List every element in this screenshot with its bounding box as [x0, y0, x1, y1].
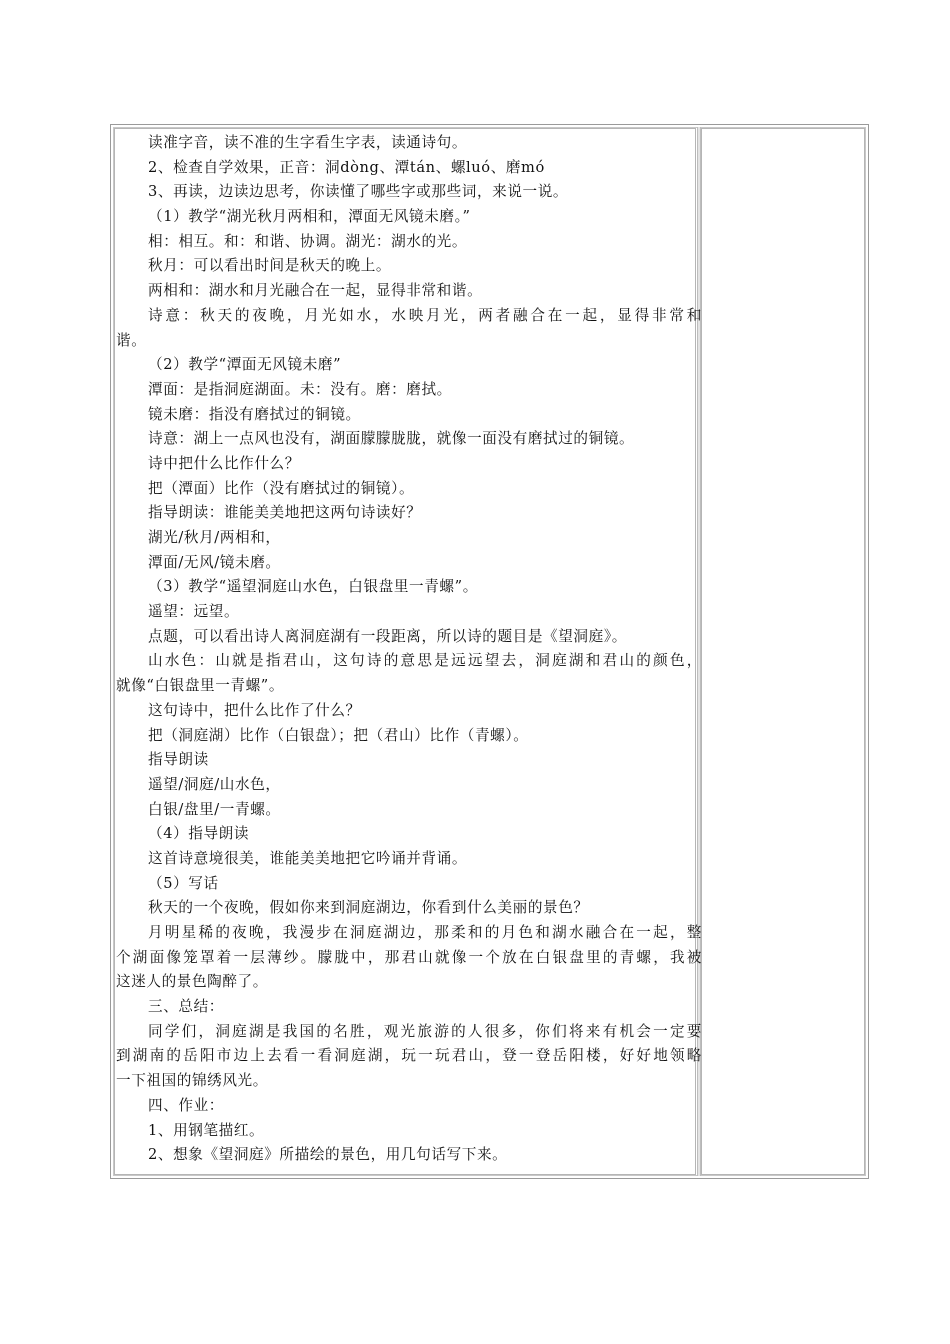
text-line: 2、检查自学效果，正音：洞dòng、潭tán、螺luó、磨mó — [148, 158, 545, 176]
text-line: 读准字音，读不准的生字看生字表，读通诗句。 — [148, 134, 468, 151]
text-line: 这迷人的景色陶醉了。 — [116, 973, 268, 991]
text-line: 秋天的一个夜晚，假如你来到洞庭湖边，你看到什么美丽的景色？ — [148, 899, 589, 917]
text-line: 个湖面像笼罩着一层薄纱。朦胧中，那君山就像一个放在白银盘里的青螺，我被 — [116, 948, 702, 966]
text-line: 指导朗读：谁能美美地把这两句诗读好？ — [148, 504, 422, 522]
text-line: 镜未磨：指没有磨拭过的铜镜。 — [148, 405, 361, 423]
text-line: 这句诗中，把什么比作了什么？ — [148, 701, 361, 719]
text-line: （4）指导朗读 — [148, 825, 250, 843]
text-line: （5）写话 — [148, 874, 219, 892]
text-line: 一下祖国的锦绣风光。 — [116, 1072, 268, 1090]
text-line: 把（洞庭湖）比作（白银盘）；把（君山）比作（青螺）。 — [148, 726, 529, 744]
text-line: 把（潭面）比作（没有磨拭过的铜镜）。 — [148, 479, 415, 497]
text-line: 1、用钢笔描红。 — [148, 1121, 265, 1139]
text-line: 3、再读，边读边思考，你读懂了哪些字或那些词，来说一说。 — [148, 183, 569, 201]
text-line: 诗意：湖上一点风也没有，湖面朦朦胧胧，就像一面没有磨拭过的铜镜。 — [148, 430, 635, 448]
text-line: 诗意：秋天的夜晚，月光如水，水映月光，两者融合在一起，显得非常和 — [148, 306, 702, 324]
text-line: 谐。 — [116, 331, 147, 349]
text-line: 就像“白银盘里一青螺”。 — [116, 677, 285, 695]
lesson-table — [110, 124, 869, 1179]
text-line: 白银/盘里/一青螺。 — [148, 800, 281, 818]
text-line: 湖光/秋月/两相和， — [148, 529, 281, 546]
text-line: 到湖南的岳阳市边上去看一看洞庭湖，玩一玩君山，登一登岳阳楼，好好地领略 — [116, 1047, 702, 1065]
text-line: 相：相互。和：和谐、协调。湖光：湖水的光。 — [148, 232, 468, 250]
text-line: 指导朗读 — [148, 751, 209, 769]
text-line: （1）教学“湖光秋月两相和，潭面无风镜未磨。” — [148, 208, 471, 226]
text-line: 2、想象《望洞庭》所描绘的景色，用几句话写下来。 — [148, 1146, 508, 1164]
lesson-text — [116, 131, 702, 1168]
text-line: 月明星稀的夜晚，我漫步在洞庭湖边，那柔和的月色和湖水融合在一起，整 — [148, 924, 702, 941]
text-line: （2）教学“潭面无风镜未磨” — [148, 356, 342, 374]
text-line: 两相和：湖水和月光融合在一起，显得非常和谐。 — [148, 282, 483, 300]
text-line: 潭面/无风/镜未磨。 — [148, 553, 281, 571]
text-line: 遥望：远望。 — [148, 603, 240, 621]
notes-cell — [701, 128, 865, 1175]
text-line: 点题，可以看出诗人离洞庭湖有一段距离，所以诗的题目是《望洞庭》。 — [148, 627, 627, 645]
text-line: 同学们，洞庭湖是我国的名胜，观光旅游的人很多，你们将来有机会一定要 — [148, 1022, 702, 1040]
text-line: 诗中把什么比作什么？ — [148, 454, 300, 472]
text-line: 秋月：可以看出时间是秋天的晚上。 — [148, 257, 392, 275]
text-line: 山水色：山就是指君山，这句诗的意思是远远望去，洞庭湖和君山的颜色， — [148, 652, 702, 670]
text-line: 三、总结： — [148, 998, 224, 1016]
text-line: 潭面：是指洞庭湖面。未：没有。磨：磨拭。 — [148, 380, 452, 398]
text-line: 四、作业： — [148, 1096, 224, 1114]
text-line: 遥望/洞庭/山水色， — [148, 775, 281, 793]
text-line: 这首诗意境很美，谁能美美地把它吟诵并背诵。 — [148, 849, 468, 867]
text-line: （3）教学“遥望洞庭山水色，白银盘里一青螺”。 — [148, 578, 478, 596]
